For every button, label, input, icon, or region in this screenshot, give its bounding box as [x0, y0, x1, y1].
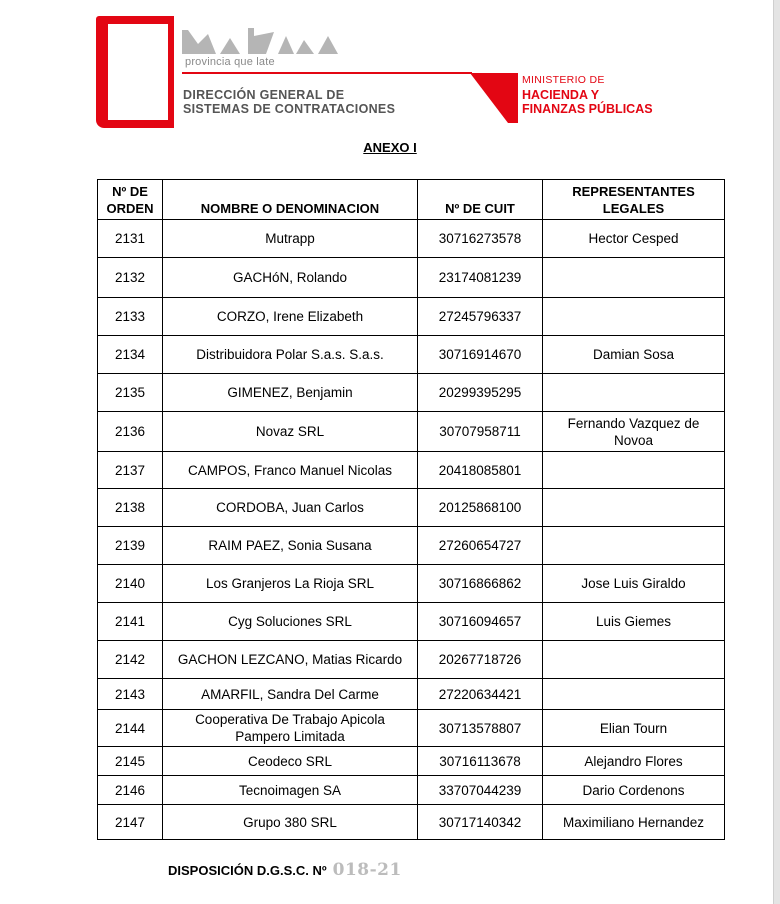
cell-cuit: 27245796337 — [418, 298, 543, 336]
cell-orden: 2145 — [98, 747, 163, 776]
providers-table — [97, 179, 725, 840]
table-row — [98, 452, 725, 489]
cell-representante — [543, 489, 725, 527]
cell-cuit: 30716914670 — [418, 336, 543, 374]
cell-nombre: Grupo 380 SRL — [163, 805, 418, 840]
header-orden — [98, 180, 163, 220]
disposicion-label: DISPOSICIÓN D.G.S.C. Nº — [168, 863, 327, 878]
cell-nombre: CAMPOS, Franco Manuel Nicolas — [163, 452, 418, 489]
cell-nombre: GIMENEZ, Benjamin — [163, 374, 418, 412]
header-nombre: NOMBRE O DENOMINACION — [163, 180, 418, 220]
cell-representante: Jose Luis Giraldo — [543, 565, 725, 603]
cell-representante: Fernando Vazquez de Novoa — [543, 412, 725, 452]
table-row — [98, 776, 725, 805]
cell-nombre: Cooperativa De Trabajo Apicola Pampero Limitada — [163, 710, 418, 747]
cell-representante: Dario Cordenons — [543, 776, 725, 805]
cell-representante — [543, 641, 725, 679]
cell-nombre: Ceodeco SRL — [163, 747, 418, 776]
cell-orden: 2131 — [98, 220, 163, 258]
table-row — [98, 679, 725, 710]
header-orden-line-2: ORDEN — [106, 200, 154, 216]
cell-orden: 2132 — [98, 258, 163, 298]
cell-cuit: 20267718726 — [418, 641, 543, 679]
table-row — [98, 220, 725, 258]
cell-orden: 2135 — [98, 374, 163, 412]
table-row — [98, 374, 725, 412]
red-divider — [182, 72, 472, 74]
cell-cuit: 33707044239 — [418, 776, 543, 805]
cell-cuit: 30716866862 — [418, 565, 543, 603]
ministerio-line-2: HACIENDA Y — [522, 88, 600, 102]
cell-representante — [543, 679, 725, 710]
cell-nombre: Novaz SRL — [163, 412, 418, 452]
cell-nombre: RAIM PAEZ, Sonia Susana — [163, 527, 418, 565]
cell-orden: 2146 — [98, 776, 163, 805]
cell-nombre: GACHON LEZCANO, Matias Ricardo — [163, 641, 418, 679]
cell-representante: Maximiliano Hernandez — [543, 805, 725, 840]
scan-edge — [773, 0, 780, 904]
cell-nombre: Los Granjeros La Rioja SRL — [163, 565, 418, 603]
disposicion-footer — [168, 860, 402, 880]
cell-representante — [543, 452, 725, 489]
cell-nombre: Distribuidora Polar S.a.s. S.a.s. — [163, 336, 418, 374]
table-row — [98, 565, 725, 603]
cell-orden: 2136 — [98, 412, 163, 452]
header-orden-line-1: Nº DE — [112, 183, 148, 199]
ministerio-line-1: MINISTERIO DE — [522, 74, 605, 86]
cell-representante: Hector Cesped — [543, 220, 725, 258]
cell-orden: 2142 — [98, 641, 163, 679]
cell-representante — [543, 258, 725, 298]
header-rep-line-1: REPRESENTANTES — [572, 183, 695, 199]
disposicion-number: 018-21 — [332, 860, 402, 880]
table-row — [98, 258, 725, 298]
cell-cuit: 30717140342 — [418, 805, 543, 840]
table-row — [98, 412, 725, 452]
table-header-row — [98, 180, 725, 220]
cell-nombre: AMARFIL, Sandra Del Carme — [163, 679, 418, 710]
cell-cuit: 30713578807 — [418, 710, 543, 747]
cell-orden: 2133 — [98, 298, 163, 336]
direccion-line-2: SISTEMAS DE CONTRATACIONES — [183, 102, 396, 116]
cell-nombre: GACHóN, Rolando — [163, 258, 418, 298]
cell-cuit: 20299395295 — [418, 374, 543, 412]
cell-orden: 2144 — [98, 710, 163, 747]
letterhead — [96, 16, 676, 132]
cell-nombre: CORZO, Irene Elizabeth — [163, 298, 418, 336]
cell-nombre: CORDOBA, Juan Carlos — [163, 489, 418, 527]
cell-cuit: 27260654727 — [418, 527, 543, 565]
ministerio-line-3: FINANZAS PÚBLICAS — [522, 102, 653, 116]
cell-nombre: Mutrapp — [163, 220, 418, 258]
ministerio-red-shape — [470, 73, 520, 125]
cell-cuit: 30707958711 — [418, 412, 543, 452]
cell-representante — [543, 298, 725, 336]
cell-cuit: 27220634421 — [418, 679, 543, 710]
cell-representante — [543, 527, 725, 565]
cell-representante: Damian Sosa — [543, 336, 725, 374]
cell-representante: Luis Giemes — [543, 603, 725, 641]
table-row — [98, 603, 725, 641]
table-row — [98, 336, 725, 374]
cell-nombre: Tecnoimagen SA — [163, 776, 418, 805]
cell-orden: 2147 — [98, 805, 163, 840]
header-representantes — [543, 180, 725, 220]
cell-representante: Elian Tourn — [543, 710, 725, 747]
cell-orden: 2138 — [98, 489, 163, 527]
cell-cuit: 30716094657 — [418, 603, 543, 641]
cell-nombre: Cyg Soluciones SRL — [163, 603, 418, 641]
table-row — [98, 298, 725, 336]
cell-cuit: 30716113678 — [418, 747, 543, 776]
annex-title: ANEXO I — [363, 140, 417, 155]
cell-orden: 2143 — [98, 679, 163, 710]
cell-orden: 2139 — [98, 527, 163, 565]
cell-cuit: 30716273578 — [418, 220, 543, 258]
direccion-line-1: DIRECCIÓN GENERAL DE — [183, 88, 345, 102]
cell-orden: 2137 — [98, 452, 163, 489]
table-row — [98, 805, 725, 840]
cell-representante — [543, 374, 725, 412]
table-row — [98, 489, 725, 527]
cell-cuit: 20125868100 — [418, 489, 543, 527]
cell-cuit: 20418085801 — [418, 452, 543, 489]
cell-orden: 2140 — [98, 565, 163, 603]
table-row — [98, 527, 725, 565]
cell-representante: Alejandro Flores — [543, 747, 725, 776]
table-row — [98, 641, 725, 679]
cell-orden: 2141 — [98, 603, 163, 641]
la-rioja-logo — [182, 26, 342, 56]
tagline: provincia que late — [185, 56, 275, 68]
table-row — [98, 747, 725, 776]
table-row — [98, 710, 725, 747]
cell-cuit: 23174081239 — [418, 258, 543, 298]
cell-orden: 2134 — [98, 336, 163, 374]
letterhead-white-panel — [108, 24, 168, 120]
header-rep-line-2: LEGALES — [602, 200, 665, 216]
header-cuit: Nº DE CUIT — [418, 180, 543, 220]
